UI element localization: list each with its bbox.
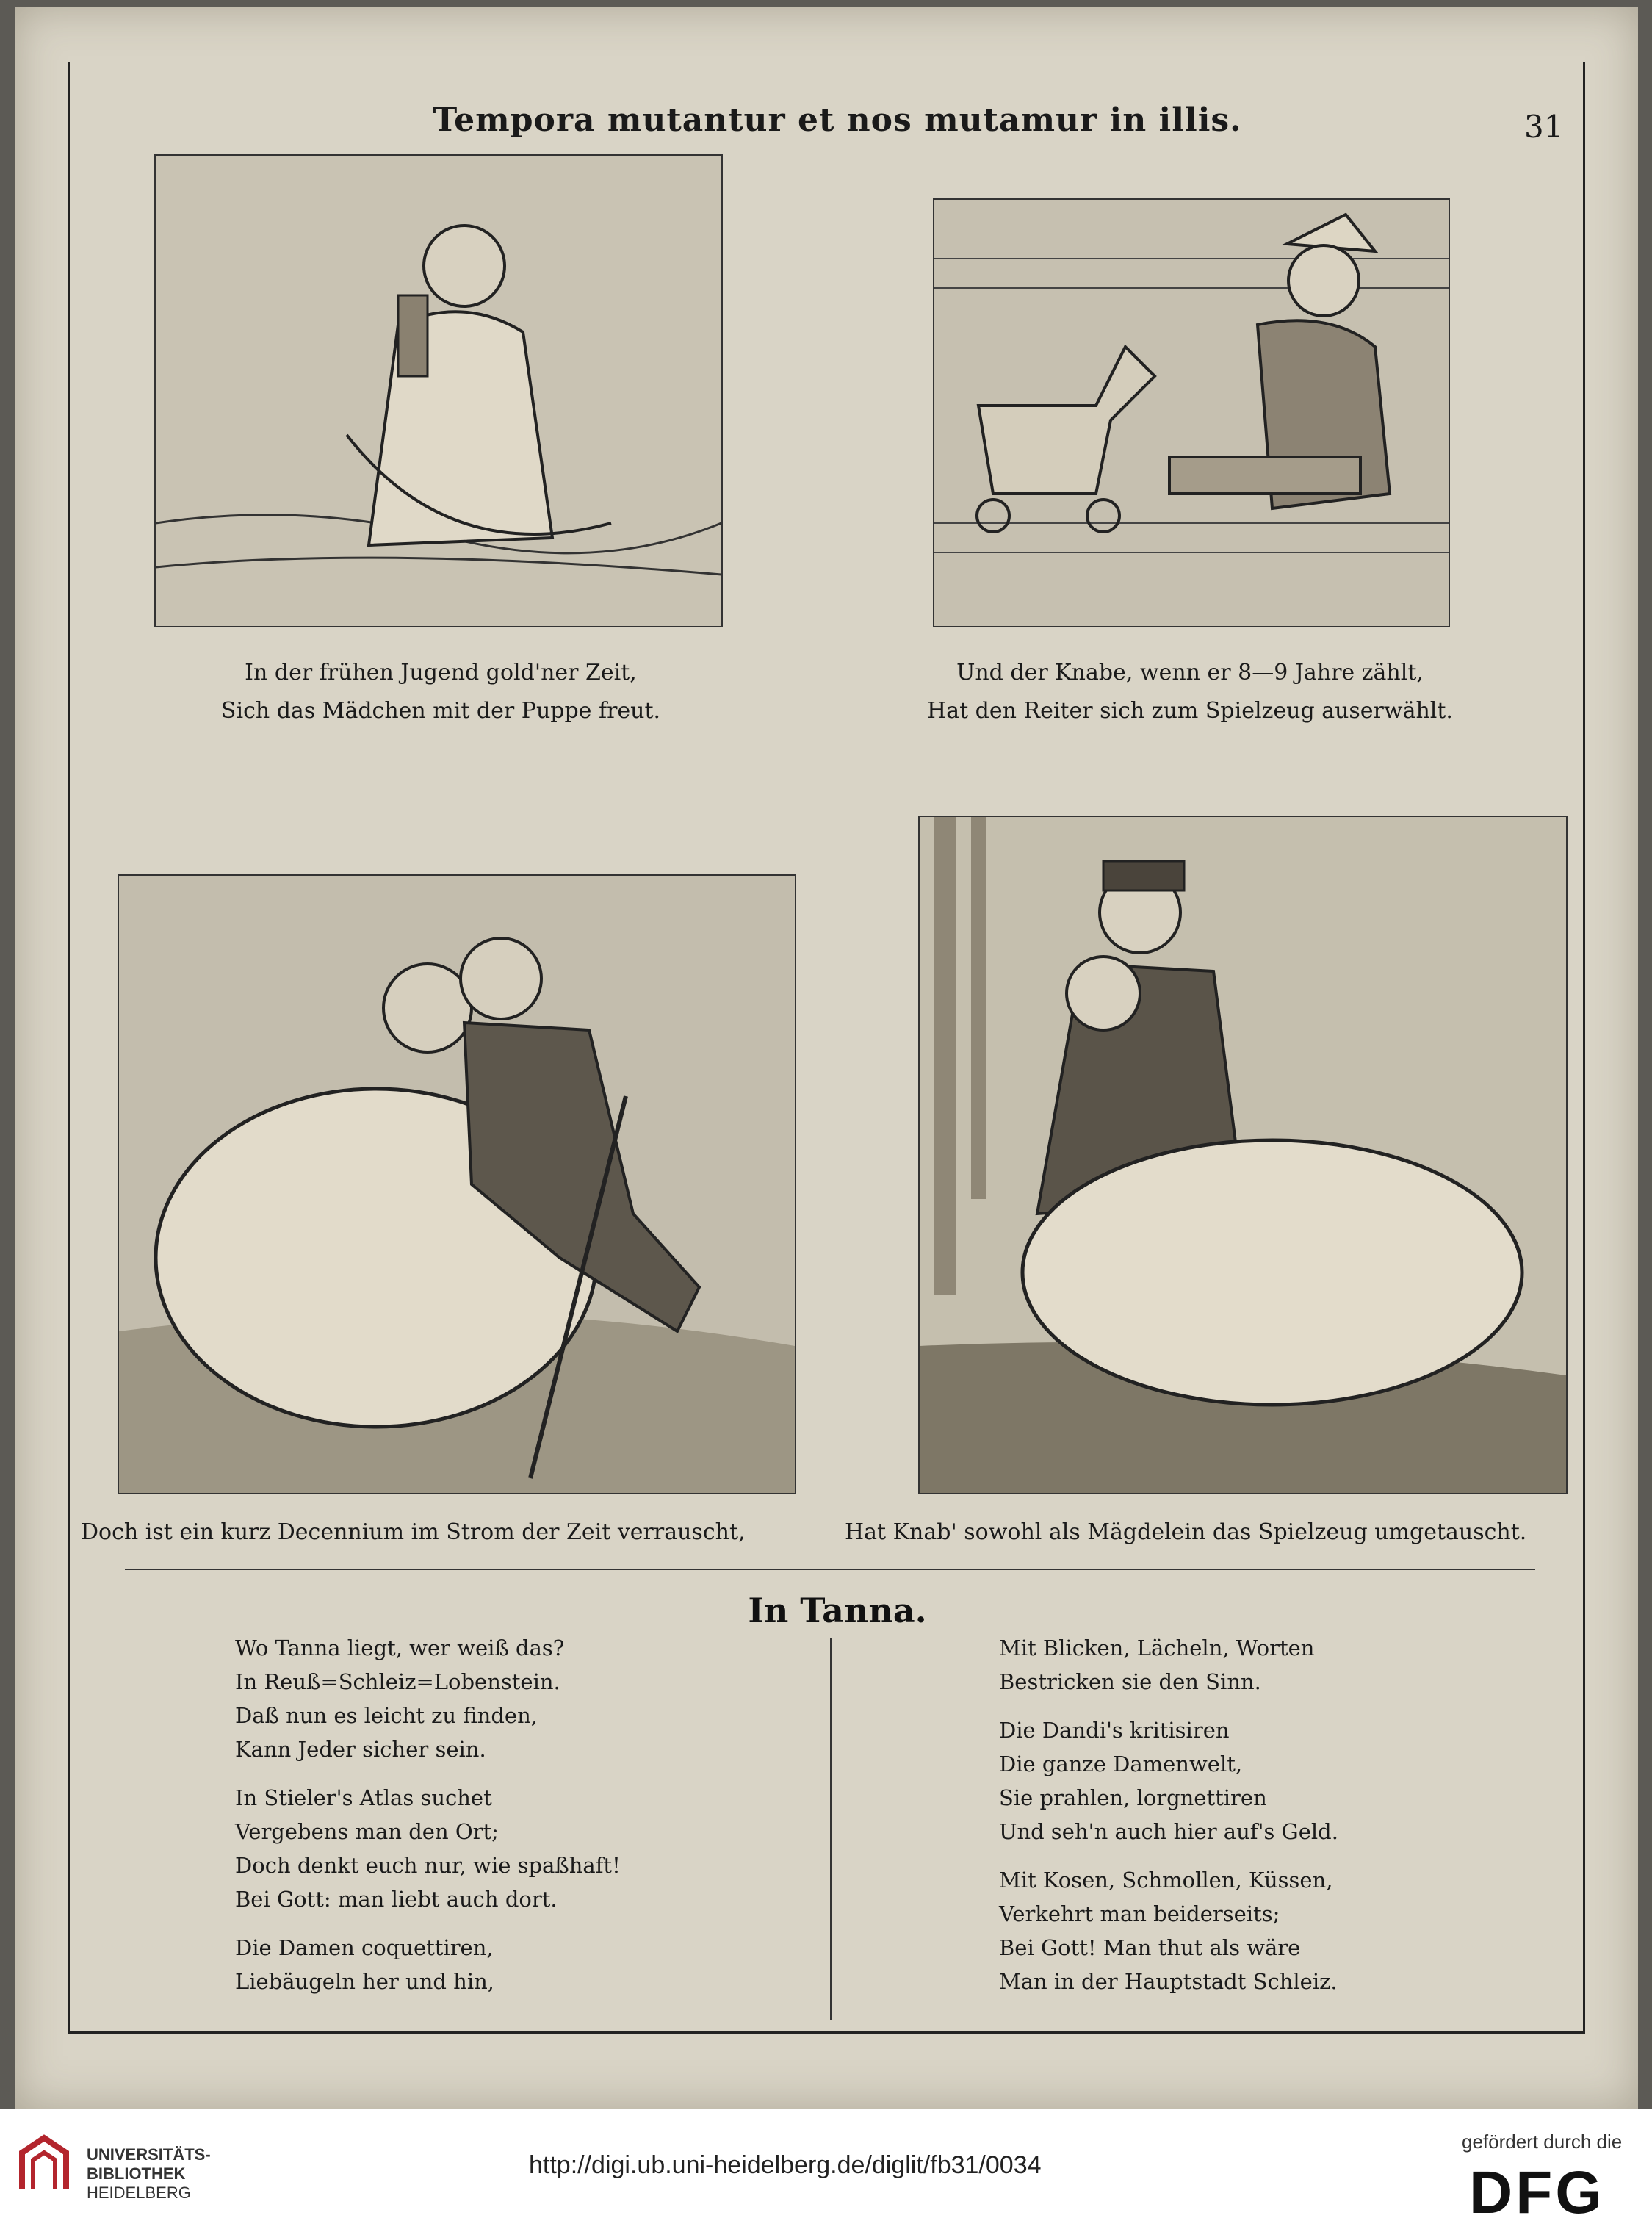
poem-title: In Tanna.	[748, 1591, 927, 1630]
boy-horse-drawing	[934, 200, 1449, 626]
verse-line: Kann Jeder sicher sein.	[235, 1737, 486, 1762]
verse-line: Die Damen coquettiren,	[235, 1935, 494, 1960]
dfg-logo[interactable]: DFG	[1469, 2159, 1606, 2226]
verse-line: Mit Blicken, Lächeln, Worten	[999, 1635, 1315, 1660]
verse-line: Man in der Hauptstadt Schleiz.	[999, 1969, 1338, 1994]
page-number: 31	[1524, 109, 1564, 145]
verse-line: Bei Gott! Man thut als wäre	[999, 1935, 1301, 1960]
caption-line: In der frühen Jugend gold'ner Zeit,	[245, 660, 637, 685]
verse-line: Wo Tanna liegt, wer weiß das?	[235, 1635, 565, 1660]
verse-line: Liebäugeln her und hin,	[235, 1969, 495, 1994]
caption-bottom-left	[81, 1513, 845, 1552]
scanned-page	[15, 7, 1638, 2109]
library-name-line: BIBLIOTHEK	[87, 2164, 186, 2183]
column-divider	[830, 1638, 832, 2020]
funding-note: gefördert durch die	[1462, 2131, 1623, 2153]
verse-line: Vergebens man den Ort;	[235, 1819, 499, 1844]
poem-right-column	[999, 1631, 1543, 2013]
caption-line: Doch ist ein kurz Decennium im Strom der Zeit verrauscht,	[81, 1519, 746, 1545]
page-title: Tempora mutantur et nos mutamur in illis.	[433, 101, 1242, 139]
verse-line: Verkehrt man beiderseits;	[999, 1901, 1280, 1926]
permalink-url[interactable]: http://digi.ub.uni-heidelberg.de/diglit/fb31/0034	[529, 2151, 1042, 2179]
stanza	[999, 1863, 1543, 1998]
girl-doll-drawing	[156, 156, 721, 626]
illustration-couple-soldier	[118, 874, 796, 1494]
illustration-couple-seated	[918, 816, 1568, 1494]
verse-line: In Stieler's Atlas suchet	[235, 1785, 492, 1810]
caption-line: Sich das Mädchen mit der Puppe freut.	[220, 698, 661, 724]
illustration-girl-with-doll	[154, 154, 723, 627]
verse-line: Doch denkt euch nur, wie spaßhaft!	[235, 1853, 621, 1878]
viewer-footer	[0, 2109, 1652, 2232]
library-logo-icon[interactable]	[15, 2131, 73, 2204]
verse-line: Bei Gott: man liebt auch dort.	[235, 1887, 558, 1912]
couple-seated-drawing	[920, 817, 1566, 1493]
section-divider	[125, 1569, 1535, 1570]
verse-line: In Reuß=Schleiz=Lobenstein.	[235, 1669, 560, 1694]
verse-line: Sie prahlen, lorgnettiren	[999, 1785, 1267, 1810]
caption-top-left	[154, 654, 727, 730]
verse-line: Die Dandi's kritisiren	[999, 1718, 1230, 1743]
caption-bottom-right	[845, 1513, 1587, 1552]
stanza	[235, 1631, 779, 1766]
caption-top-right	[889, 654, 1491, 730]
illustration-boy-with-horse	[933, 198, 1450, 627]
verse-line: Die ganze Damenwelt,	[999, 1752, 1243, 1776]
verse-line: Bestricken sie den Sinn.	[999, 1669, 1261, 1694]
caption-line: Und der Knabe, wenn er 8—9 Jahre zählt,	[956, 660, 1424, 685]
caption-line: Hat Knab' sowohl als Mägdelein das Spielzeug umgetauscht.	[845, 1519, 1527, 1545]
stanza	[235, 1781, 779, 1916]
verse-line: Mit Kosen, Schmollen, Küssen,	[999, 1868, 1333, 1893]
stanza	[235, 1931, 779, 1998]
stanza	[999, 1631, 1543, 1699]
caption-line: Hat den Reiter sich zum Spielzeug auserwählt.	[927, 698, 1453, 724]
library-name-line: HEIDELBERG	[87, 2184, 191, 2202]
verse-line: Und seh'n auch hier auf's Geld.	[999, 1819, 1338, 1844]
library-name[interactable]	[87, 2145, 211, 2203]
library-name-line: UNIVERSITÄTS-	[87, 2145, 211, 2164]
verse-line: Daß nun es leicht zu finden,	[235, 1703, 538, 1728]
couple-soldier-drawing	[119, 876, 795, 1493]
poem-left-column	[235, 1631, 779, 2013]
stanza	[999, 1713, 1543, 1848]
